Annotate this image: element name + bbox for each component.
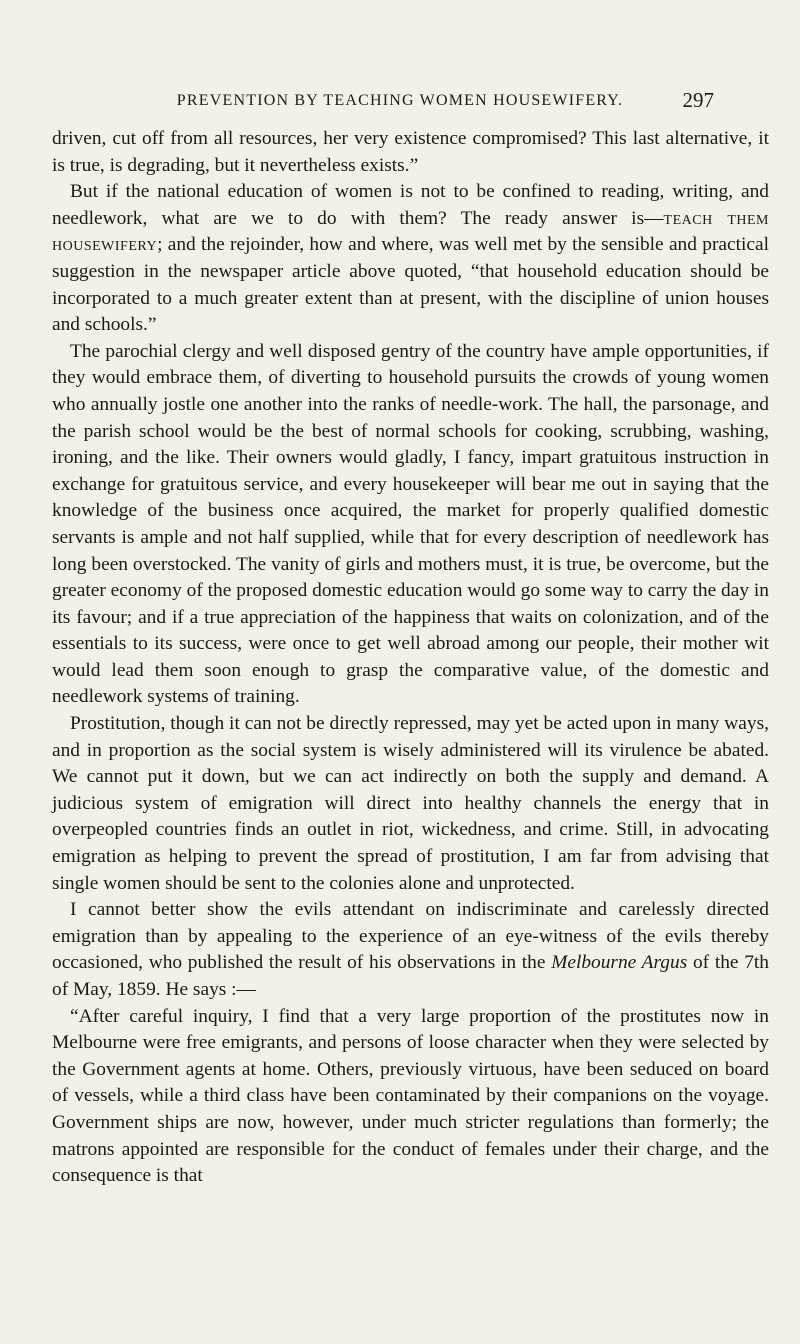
paragraph — [52, 897, 769, 1003]
newspaper-title: Melbourne Argus — [551, 952, 688, 974]
quotation-paragraph: “After careful inquiry, I find that a very large proportion of the prostitutes now in Melbourne were free emigrants, and persons of loose character when they were selected by the Government agents at home. Others, previously virtuous, have been seduced on board of vessels, while a third class have been contaminated by their companions on the voyage. Government ships are now, however, under much stricter regulations than formerly; the matrons appointed are responsible for the conduct of females under their charge, and the consequence is that — [52, 1005, 769, 1187]
running-head: PREVENTION BY TEACHING WOMEN HOUSEWIFERY. — [176, 92, 624, 109]
text-run: ; and the rejoinder, how and where, was well met by the sensible and practical suggestion in the newspaper article above quoted, “that household education should be incorporated to a much greater extent than at present, with the discipline of union houses and schools.” — [52, 234, 769, 336]
text-run: I cannot better show the evils attendant on indiscriminate and carelessly directed emigration than by appealing to the experience of an eye-witness of the evils thereby occasioned, who published the result of his observations in the — [52, 899, 769, 974]
text-run: But if the national education of women is not to be confined to reading, writing, and needlework, what are we to do with them? The ready answer is— — [52, 181, 769, 229]
body-text — [52, 126, 769, 1190]
paragraph: The parochial clergy and well disposed gentry of the country have ample opportunities, if they would embrace them, of diverting to household pursuits the crowds of young women who annually jostle one another into the ranks of needle-work. The hall, the parsonage, and the parish school would be the best of normal schools for cooking, scrubbing, washing, ironing, and the like. Their owners would gladly, I fancy, impart gratuitous instruction in exchange for gratuitous service, and every housekeeper will bear me out in saying that the knowledge of the business once acquired, the market for properly qualified domestic servants is ample and not half supplied, while that for every description of needlework has long been overstocked. The vanity of girls and mothers must, it is true, be overcome, but the greater economy of the proposed domestic education would go some way to carry the day in its favour; and if a true appreciation of the happiness that waits on colonization, and of the essentials to its success, were once to get well abroad among our people, their mother wit would lead them soon enough to grasp the comparative value, of the domestic and needlework systems of training. — [52, 340, 769, 708]
text-run: of the 7th of May, 1859. He says :— — [52, 952, 769, 1000]
page-header — [0, 88, 800, 116]
page-number: 297 — [682, 88, 714, 112]
small-caps-emphasis: teach them housewifery — [52, 207, 770, 256]
paragraph: driven, cut off from all resources, her very existence compromised? This last alternative, it is true, is degrading, but it nevertheless exists.” — [52, 128, 769, 176]
paragraph: Prostitution, though it can not be directly repressed, may yet be acted upon in many ways, and in proportion as the social system is wisely administered will its virulence be abated. We cannot put it down, but we can act indirectly on both the supply and demand. A judicious system of emigration will direct into healthy channels the energy that in overpeopled countries finds an outlet in riot, wickedness, and crime. Still, in advocating emigration as helping to prevent the spread of prostitution, I am far from advising that single women should be sent to the colonies alone and unprotected. — [52, 713, 769, 894]
paragraph — [52, 179, 769, 339]
